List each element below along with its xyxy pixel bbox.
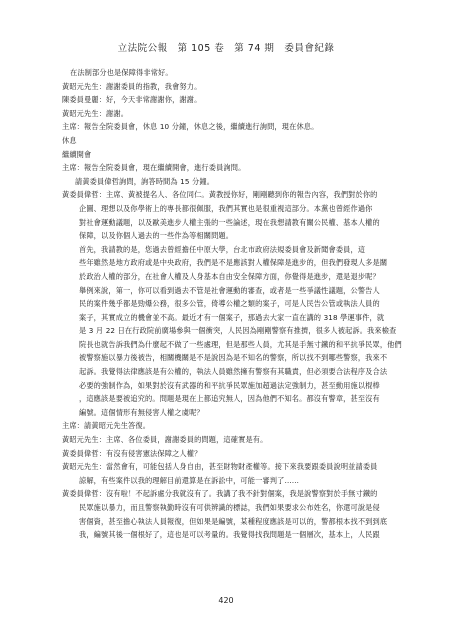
text-line: 主席：報告全院委員會，現在繼續開會，進行委員詢問。 — [62, 163, 246, 173]
text-line: 我，編號其後一個根好了，這也是可以考量的。我覺得找我問題是一個層次，基本上，人民跟 — [79, 530, 380, 540]
text-line: 黃昭元先生：謝謝委員的指教，我會努力。 — [62, 81, 202, 91]
text-line: 編號。這個情形有無侵害人權之虞呢？ — [79, 407, 204, 417]
text-line: 繼續開會 — [62, 149, 92, 159]
text-line: 黃委員偉哲：有沒有侵害憲法保障之人權？ — [62, 448, 202, 458]
text-line: 黃昭元先生：主席、各位委員，謝謝委員的問題，這確實是有。 — [62, 435, 268, 445]
document-body — [62, 66, 412, 542]
text-line: 些年雖然是地方政府或是中央政府，我們是不是應該對人權保障是進步的，但我們發現人多是關 — [79, 258, 388, 268]
text-line: 休息 — [62, 135, 77, 145]
text-line: 首先，我請教的是，您過去曾經擔任中原大學，台北市政府法規委員會及新聞會委員，這 — [79, 244, 366, 254]
text-line: 企圖、理想以及你學術上的專長都很佩服，我們其實也是很重視這部分。本黨也曾經作過你 — [79, 203, 373, 213]
text-line: 黃昭元先生：當然會有，可能包括人身自由，甚至財物財產權等。接下來我要跟委員說明並請委員 — [62, 462, 378, 472]
text-line: ，這應該是要被追究的。問題是現在上都追究無人，因為他們不知名。都沒有警章，甚至沒有 — [79, 394, 380, 404]
text-line: 在法制部分也是保障得非常好。 — [70, 68, 173, 77]
text-line: 民的案件幾乎都是勁爆公務，很多公管，倚導公權之類的案子，可是人民告公管或執法人員的 — [79, 299, 380, 309]
text-line: 民眾施以暴力，而且警察執勤時沒有可供辨識的標誌，我們如果要求公布姓名，你還可說是侵 — [79, 503, 380, 512]
text-line: 是 3 月 22 日在行政院前廣場參與一個衝突，人民因為剛剛警察有推擠，很多人被起訴。我來檢查 — [79, 326, 397, 336]
text-line: 於政治人權的部分，在社會人權及人身基本自由安全保障方面，你覺得是進步，還是退步呢？ — [79, 271, 380, 281]
text-line: 黃昭元先生：謝謝。 — [62, 108, 129, 118]
text-line: 保障，以及你個人過去的一些作為等相關問題。 — [79, 231, 234, 241]
text-line: 院長也就告訴我們為什麼起不做了一些處理，但是那些人員，尤其是手無寸鐵的和平抗爭民眾，他們 — [79, 339, 402, 349]
text-line: 主席：請黃昭元先生答復。 — [62, 421, 151, 431]
text-line: 黃委員偉哲：沒有啦！不起訴處分我就沒有了。我講了我不針對個案，我是說警察對於手無寸鐵的 — [62, 489, 378, 499]
page-header: 立法院公報 第 105 卷 第 74 期 委員會紀錄 — [117, 43, 335, 54]
text-line: 對社會運動議題，以及歐美進步人權主張的一些論述，現在我想請教有關公民權、基本人權的 — [79, 217, 380, 227]
text-line: 被警察施以暴力後被告，相關機關是不是說因為是不知名的警察，所以找不到哪些警察，我來不 — [79, 353, 388, 363]
text-line: 害個資，甚至擔心執法人員報復，但如果是編號，某種程度應該是可以的，警都根本找不到到底 — [79, 516, 388, 526]
text-line: 請黃委員偉哲詢問，詢答時間為 15 分鐘。 — [75, 176, 215, 186]
text-line: 必要的強制作為，如果對於沒有武器的和平抗爭民眾施加超過法定強制力，甚至動用施以棍棒 — [79, 380, 380, 390]
text-line: 案子，其實成立的機會並不高。最近才有一個案子，那過去大家一直在講的 318 學運事件，就 — [79, 312, 385, 322]
text-line: 陳委員曼麗：好，今天非常謝謝你，謝謝。 — [62, 95, 202, 105]
text-line: 起訴。我覺得法律應該是有公權的，執法人員雖然擁有警察有其職責，但必須要合法程序及合法 — [79, 367, 388, 377]
text-line: 黃委員偉哲：主席、黃被提名人、各位同仁。黃教授你好，剛剛聽到你的報告內容，我們對於你的 — [62, 190, 378, 200]
text-line: 諒解，有些案件以我的理解目前還算是在訴訟中，可能一審判了…… — [79, 475, 300, 485]
text-line: 主席：報告全院委員會，休息 10 分鐘，休息之後，繼續進行詢問，現在休息。 — [62, 122, 319, 132]
page-number: 420 — [218, 596, 234, 605]
text-line: 舉例來說，第一，你可以看到過去不管是社會運動的審查，或者是一些爭議性議題，公警告人 — [79, 285, 380, 295]
